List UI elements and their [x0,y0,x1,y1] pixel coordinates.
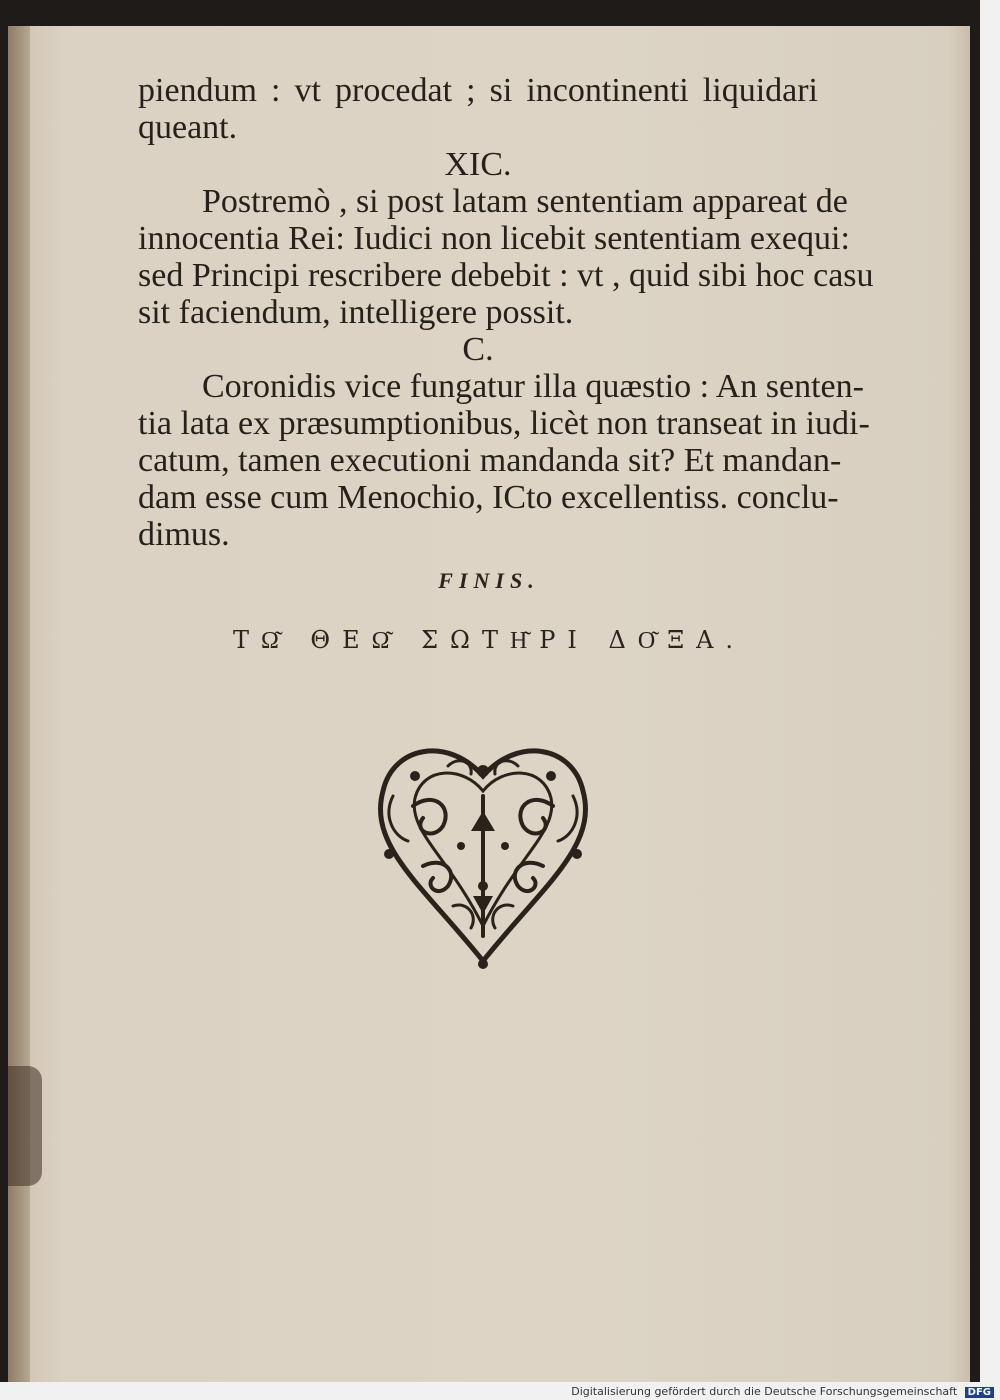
section-heading: C. [462,331,494,368]
text-line: innocentia Rei: Iudici non licebit sententiam exequi: [138,220,850,257]
dfg-logo: DFG [965,1387,994,1398]
text-line: sit faciendum, intelligere possit. [138,294,574,331]
text-line: Coronidis vice fungatur illa quæstio : An senten- [202,368,864,405]
greek-doxology: ΤΩ͂ ΘΕΩ͂ ΣΩΤΗ͂ΡΙ ΔΟ͂ΞΑ. [232,626,746,654]
text-line: catum, tamen executioni mandanda sit? Et mandan- [138,442,842,479]
text-line: Postremò , si post latam sententiam appareat de [202,183,848,220]
body-text [138,72,874,553]
printers-ornament-icon [353,736,613,976]
footer-text: Digitalisierung gefördert durch die Deutsche Forschungsgemeinschaft [571,1385,958,1398]
digitization-footer [571,1385,994,1398]
book-page [8,26,970,1382]
text-line: queant. [138,109,238,146]
finis-label: FINIS. [438,568,540,593]
text-line: dam esse cum Menochio, ICto excellentiss. conclu- [138,479,839,516]
section-heading: XIC. [444,146,512,183]
text-line: tia lata ex præsumptionibus, licèt non transeat in iudi- [138,405,870,442]
binding-stain [8,1066,42,1186]
text-line: sed Principi rescribere debebit : vt , quid sibi hoc casu [138,257,874,294]
text-line: piendum : vt procedat ; si incontinenti liquidari [138,72,818,109]
text-line: dimus. [138,516,230,553]
